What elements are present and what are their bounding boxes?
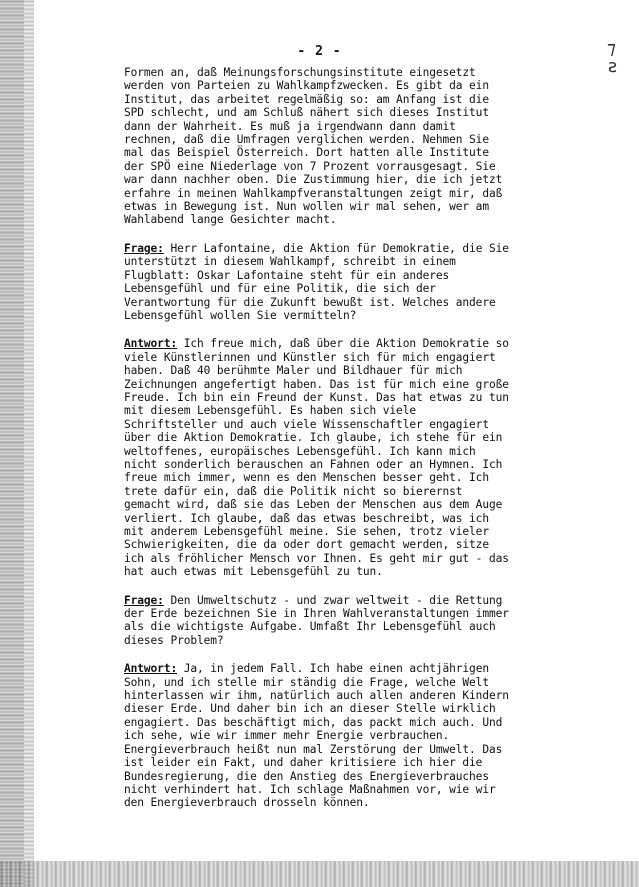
line-text: Lebensgefühl wollen Sie vermitteln?: [124, 308, 357, 322]
text-line: [124, 662, 554, 675]
answer-paragraph: [124, 337, 554, 578]
body-paragraph: [124, 66, 554, 227]
line-text: viele Künstlerinnen und Künstler sich für mich engagiert: [124, 350, 496, 364]
line-text: etwas in Bewegung ist. Nun wollen wir mal sehen, wer am: [124, 200, 489, 214]
line-text: Formen an, daß Meinungsforschungsinstitute eingesetzt: [124, 66, 476, 79]
line-text: Freude. Ich bin ein Freund der Kunst. Das hat etwas zu tun: [124, 390, 509, 404]
text-line: [124, 445, 554, 458]
line-text: als die wichtigste Aufgabe. Umfaßt Ihr Lebensgefühl auch: [124, 620, 496, 634]
line-text: dieser Erde. Und daher bin ich an dieser Stelle wirklich: [124, 702, 496, 716]
text-line: [124, 594, 554, 607]
line-text: gemacht wird, daß sie das Leben der Menschen aus dem Auge: [124, 498, 503, 512]
line-text: war dann nachher oben. Die Zustimmung hier, die ich jetzt: [124, 173, 503, 187]
line-text: über die Aktion Demokratie. Ich glaube, ich stehe für ein: [124, 431, 503, 445]
text-line: [124, 702, 554, 715]
speaker-label: Frage:: [124, 241, 164, 255]
scan-artifact-mark: ⁊ ƨ: [607, 38, 618, 77]
line-text: ich als fröhlicher Mensch vor Ihnen. Es geht mir gut - das: [124, 551, 509, 565]
scan-shadow-left: [0, 0, 34, 887]
line-text: ist leider ein Fakt, und daher kritisiere ich hier die: [124, 756, 483, 770]
line-text: Wahlabend lange Gesichter macht.: [124, 213, 337, 227]
line-text: haben. Daß 40 berühmte Maler und Bildhauer für mich: [124, 364, 463, 378]
speaker-label: Antwort:: [124, 337, 178, 351]
line-text: Herr Lafontaine, die Aktion für Demokratie, die Sie: [163, 241, 509, 255]
line-text: erfahre in meinen Wahlkampfveranstaltungen zeigt mir, daß: [124, 186, 503, 200]
text-line: [124, 538, 554, 551]
speaker-label: Antwort:: [124, 662, 178, 676]
text-line: [124, 106, 554, 119]
line-text: der Erde bezeichnen Sie in Ihren Wahlveranstaltungen immer: [124, 607, 509, 621]
text-line: [124, 729, 554, 742]
text-line: [124, 269, 554, 282]
line-text: dieses Problem?: [124, 633, 224, 647]
text-line: [124, 351, 554, 364]
question-paragraph: [124, 242, 554, 322]
line-text: Sohn, und ich stelle mir ständig die Frage, welche Welt: [124, 675, 489, 689]
text-line: [124, 133, 554, 146]
line-text: Bundesregierung, die den Anstieg des Energieverbrauches: [124, 769, 489, 783]
line-text: verliert. Ich glaube, daß das etwas beschreibt, was ich: [124, 511, 489, 525]
line-text: nicht sonderlich berauschen an Fahnen oder an Hymnen. Ich: [124, 457, 503, 471]
text-line: [124, 200, 554, 213]
line-text: dann der Wahrheit. Es muß ja irgendwann dann damit: [124, 119, 456, 133]
text-line: [124, 309, 554, 322]
line-text: der SPÖ eine Niederlage von 7 Prozent vorrausgesagt. Sie: [124, 159, 496, 173]
line-text: Ja, in jedem Fall. Ich habe einen achtjährigen: [177, 662, 489, 676]
line-text: Den Umweltschutz - und zwar weltweit - die Rettung: [163, 593, 503, 607]
line-text: Schriftsteller und auch viele Wissenschaftler engagiert: [124, 417, 489, 431]
line-text: nicht verhindert hat. Ich schlage Maßnahmen vor, wie wir: [124, 782, 496, 796]
answer-paragraph: [124, 662, 554, 809]
text-line: [124, 620, 554, 633]
line-text: Energieverbrauch heißt nun mal Zerstörung der Umwelt. Das: [124, 742, 503, 756]
line-text: werden von Parteien zu Wahlkampfzwecken. Es gibt da ein: [124, 79, 489, 93]
text-line: [124, 525, 554, 538]
text-line: [124, 458, 554, 471]
text-line: [124, 471, 554, 484]
question-paragraph: [124, 594, 554, 648]
text-line: [124, 120, 554, 133]
text-line: [124, 796, 554, 809]
line-text: Lebensgefühl und für eine Politik, die sich der: [124, 282, 436, 296]
text-line: [124, 79, 554, 92]
text-line: [124, 552, 554, 565]
text-line: [124, 607, 554, 620]
text-line: [124, 146, 554, 159]
line-text: SPD schlecht, und am Schluß nähert sich dieses Institut: [124, 106, 489, 120]
line-text: Flugblatt: Oskar Lafontaine steht für ein anderes: [124, 268, 450, 282]
line-text: Ich freue mich, daß über die Aktion Demokratie so: [177, 337, 509, 351]
text-line: [124, 255, 554, 268]
text-line: [124, 337, 554, 350]
text-line: [124, 716, 554, 729]
text-line: [124, 242, 554, 255]
line-text: Zeichnungen angefertigt haben. Das ist für mich eine große: [124, 377, 509, 391]
text-line: [124, 418, 554, 431]
line-text: rechnen, daß die Umfragen verglichen werden. Nehmen Sie: [124, 133, 489, 147]
line-text: den Energieverbrauch drosseln können.: [124, 796, 370, 810]
text-line: [124, 93, 554, 106]
line-text: freue mich immer, wenn es den Menschen besser geht. Ich: [124, 471, 489, 485]
line-text: trete dafür ein, daß die Politik nicht so bierernst: [124, 484, 463, 498]
text-line: [124, 770, 554, 783]
line-text: mal das Beispiel Österreich. Dort hatten alle Institute: [124, 146, 489, 160]
text-line: [124, 378, 554, 391]
text-line: [124, 364, 554, 377]
text-line: [124, 565, 554, 578]
text-line: [124, 485, 554, 498]
page-number: - 2 -: [297, 44, 342, 59]
text-line: [124, 187, 554, 200]
line-text: mit anderem Lebensgefühl meine. Sie sehen, trotz vieler: [124, 525, 489, 538]
line-text: Schwierigkeiten, die da oder dort gemacht werden, sitze: [124, 538, 489, 552]
scan-shadow-bottom: [0, 861, 639, 887]
line-text: engagiert. Das beschäftigt mich, das packt mich auch. Und: [124, 715, 503, 729]
text-line: [124, 512, 554, 525]
line-text: mit diesem Lebensgefühl. Es haben sich viele: [124, 404, 416, 418]
line-text: Verantwortung für die Zukunft bewußt ist. Welches andere: [124, 295, 496, 309]
text-line: [124, 756, 554, 769]
line-text: hinterlassen wir ihm, natürlich auch allen anderen Kindern: [124, 689, 509, 703]
text-line: [124, 391, 554, 404]
text-line: [124, 160, 554, 173]
line-text: ich sehe, wie wir immer mehr Energie verbrauchen.: [124, 729, 450, 743]
line-text: unterstützt in diesem Wahlkampf, schreibt in einem: [124, 255, 456, 269]
text-line: [124, 634, 554, 647]
document-body: [124, 66, 554, 825]
text-line: [124, 66, 554, 79]
line-text: hat auch etwas mit Lebensgefühl zu tun.: [124, 565, 383, 579]
text-line: [124, 676, 554, 689]
text-line: [124, 431, 554, 444]
text-line: [124, 498, 554, 511]
text-line: [124, 296, 554, 309]
text-line: [124, 173, 554, 186]
speaker-label: Frage:: [124, 593, 164, 607]
text-line: [124, 743, 554, 756]
line-text: weltoffenes, europäisches Lebensgefühl. Ich kann mich: [124, 444, 476, 458]
text-line: [124, 282, 554, 295]
text-line: [124, 689, 554, 702]
line-text: Institut, das arbeitet regelmäßig so: am Anfang ist die: [124, 92, 489, 106]
text-line: [124, 783, 554, 796]
text-line: [124, 404, 554, 417]
text-line: [124, 213, 554, 226]
